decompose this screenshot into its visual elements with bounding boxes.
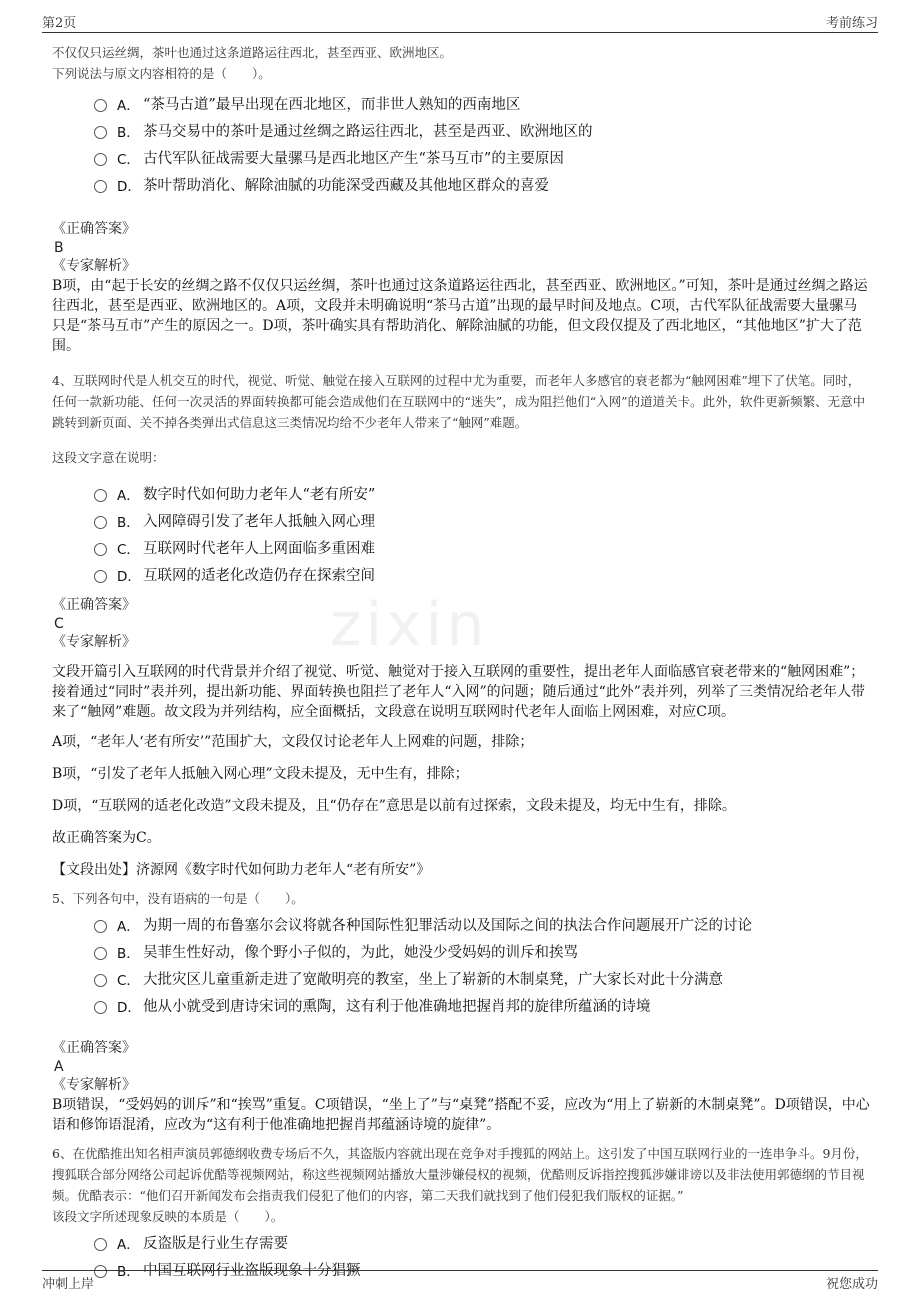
q4-source: 【文段出处】济源网《数字时代如何助力老年人“老有所安”》 bbox=[52, 862, 431, 878]
q5-option-c[interactable]: C． 大批灾区儿童重新走进了宽敞明亮的教室，坐上了崭新的木制桌凳，广大家长对此十分满意 bbox=[94, 965, 870, 992]
radio-icon[interactable] bbox=[94, 947, 107, 960]
q4-option-a[interactable]: A． 数字时代如何助力老年人“老有所安” bbox=[94, 480, 870, 507]
q3-option-d[interactable]: D． 茶叶帮助消化、解除油腻的功能深受西藏及其他地区群众的喜爱 bbox=[94, 171, 870, 198]
page-number: 第2页 bbox=[42, 15, 77, 31]
q5-answer-label: 《正确答案》 bbox=[52, 1040, 136, 1056]
q5-analysis: B项错误，“受妈妈的训斥”和“挨骂”重复。C项错误，“坐上了”与“桌凳”搭配不妥，应改为“用上了崭新的木制桌凳”。D项错误，中心语和修饰语混淆，应改为“这有利于他准确地把握肖邦蕴涵诗境的旋律”。 bbox=[52, 1097, 870, 1133]
q5-answer: A bbox=[54, 1059, 64, 1075]
radio-icon[interactable] bbox=[94, 1001, 107, 1014]
radio-icon[interactable] bbox=[94, 516, 107, 529]
q5-analysis-label: 《专家解析》 bbox=[52, 1077, 136, 1093]
q4-option-c[interactable]: C． 互联网时代老年人上网面临多重困难 bbox=[94, 534, 870, 561]
header-title: 考前练习 bbox=[825, 15, 878, 31]
q4-passage: 4、互联网时代是人机交互的时代，视觉、听觉、触觉在接入互联网的过程中尤为重要，而老年人多感官的衰老都为“触网困难”埋下了伏笔。同时，任何一款新功能、任何一次灵活的界面转换都可能会造成他们在互联网中的“迷失”，成为阻拦他们“入网”的道道关卡。此外，软件更新频繁、无意中跳转到新页面、关不掉各类弹出式信息这三类情况均给不少老年人带来了“触网”难题。 bbox=[52, 373, 866, 430]
q5-option-b[interactable]: B． 吴菲生性好动，像个野小子似的，为此，她没少受妈妈的训斥和挨骂 bbox=[94, 938, 870, 965]
radio-icon[interactable] bbox=[94, 920, 107, 933]
q4-stem: 这段文字意在说明： bbox=[52, 450, 165, 465]
footer-right: 祝您成功 bbox=[825, 1276, 878, 1292]
q4-answer-label: 《正确答案》 bbox=[52, 597, 136, 613]
q4-option-b[interactable]: B． 入网障碍引发了老年人抵触入网心理 bbox=[94, 507, 870, 534]
q6-option-b[interactable]: B． 中国互联网行业盗版现象十分猖獗 bbox=[94, 1256, 870, 1283]
q3-stem: 下列说法与原文内容相符的是（ ）。 bbox=[52, 66, 271, 81]
q4-analysis-para-2: A项，“老年人‘老有所安’”范围扩大，文段仅讨论老年人上网难的问题，排除； bbox=[52, 734, 534, 750]
q3-answer: B bbox=[54, 240, 64, 256]
q3-option-b[interactable]: B． 茶马交易中的茶叶是通过丝绸之路运往西北，甚至是西亚、欧洲地区的 bbox=[94, 117, 870, 144]
q5-options bbox=[94, 911, 870, 1019]
q4-options bbox=[94, 480, 870, 588]
q3-answer-label: 《正确答案》 bbox=[52, 221, 136, 237]
footer-left: 冲刺上岸 bbox=[42, 1276, 95, 1292]
radio-icon[interactable] bbox=[94, 153, 107, 166]
q3-analysis: B项，由“起于长安的丝绸之路不仅仅只运丝绸，茶叶也通过这条道路运往西北，甚至西亚、欧洲地区。”可知，茶叶是通过丝绸之路运往西北，甚至是西亚、欧洲地区的。A项，文段并未明确说明“茶马古道”出现的最早时间及地点。C项，古代军队征战需要大量骡马只是“茶马互市”产生的原因之一。D项，茶叶确实具有帮助消化、解除油腻的功能，但文段仅提及了西北地区，“其他地区”扩大了范围。 bbox=[52, 278, 868, 354]
radio-icon[interactable] bbox=[94, 570, 107, 583]
q6-stem: 该段文字所述现象反映的本质是（ ）。 bbox=[52, 1209, 284, 1224]
page-footer bbox=[42, 1270, 878, 1293]
radio-icon[interactable] bbox=[94, 543, 107, 556]
radio-icon[interactable] bbox=[94, 126, 107, 139]
radio-icon[interactable] bbox=[94, 180, 107, 193]
radio-icon[interactable] bbox=[94, 1238, 107, 1251]
q4-analysis-para-5: 故正确答案为C。 bbox=[52, 830, 161, 846]
radio-icon[interactable] bbox=[94, 489, 107, 502]
q3-option-c[interactable]: C． 古代军队征战需要大量骡马是西北地区产生“茶马互市”的主要原因 bbox=[94, 144, 870, 171]
q5-option-a[interactable]: A． 为期一周的布鲁塞尔会议将就各种国际性犯罪活动以及国际之间的执法合作问题展开广泛的讨论 bbox=[94, 911, 870, 938]
q4-analysis-para-4: D项，“互联网的适老化改造”文段未提及，且“仍存在”意思是以前有过探索，文段未提及，均无中生有，排除。 bbox=[52, 798, 736, 814]
q4-option-d[interactable]: D． 互联网的适老化改造仍存在探索空间 bbox=[94, 561, 870, 588]
page-header bbox=[42, 10, 878, 33]
q4-analysis-label: 《专家解析》 bbox=[52, 634, 136, 650]
page-content bbox=[52, 42, 870, 1291]
q6-passage: 6、在优酷推出知名相声演员郭德纲收费专场后不久，其盗版内容就出现在竞争对手搜狐的网站上。这引发了中国互联网行业的一连串争斗。9月份，搜狐联合部分网络公司起诉优酷等视频网站，称这些视频网站播放大量涉嫌侵权的视频，优酷则反诉指控搜狐涉嫌诽谤以及非法使用郭德纲的节目视频。优酷表示：“他们召开新闻发布会指责我们侵犯了他们的内容，第二天我们就找到了他们侵犯我们版权的证据。” bbox=[52, 1146, 868, 1203]
q5-option-d[interactable]: D． 他从小就受到唐诗宋词的熏陶，这有利于他准确地把握肖邦的旋律所蕴涵的诗境 bbox=[94, 992, 870, 1019]
q3-options bbox=[94, 90, 870, 198]
q3-analysis-label: 《专家解析》 bbox=[52, 258, 136, 274]
q4-answer: C bbox=[54, 616, 64, 632]
radio-icon[interactable] bbox=[94, 974, 107, 987]
q3-passage-tail: 不仅仅只运丝绸，茶叶也通过这条道路运往西北，甚至西亚、欧洲地区。 bbox=[52, 45, 453, 60]
q4-analysis-para-1: 文段开篇引入互联网的时代背景并介绍了视觉、听觉、触觉对于接入互联网的重要性，提出老年人面临感官衰老带来的“触网困难”；接着通过“同时”表并列，提出新功能、界面转换也阻拦了老年人“入网”的问题；随后通过“此外”表并列，列举了三类情况给老年人带来了“触网”难题。故文段为并列结构，应全面概括，文段意在说明互联网时代老年人面临上网困难，对应C项。 bbox=[52, 664, 865, 720]
radio-icon[interactable] bbox=[94, 99, 107, 112]
q4-analysis-para-3: B项，“引发了老年人抵触入网心理”文段未提及，无中生有，排除； bbox=[52, 766, 469, 782]
q6-option-a[interactable]: A． 反盗版是行业生存需要 bbox=[94, 1229, 870, 1256]
watermark: zixin bbox=[330, 590, 489, 660]
q5-stem: 5、下列各句中，没有语病的一句是（ ）。 bbox=[52, 891, 304, 906]
q3-option-a[interactable]: A． “茶马古道”最早出现在西北地区，而非世人熟知的西南地区 bbox=[94, 90, 870, 117]
